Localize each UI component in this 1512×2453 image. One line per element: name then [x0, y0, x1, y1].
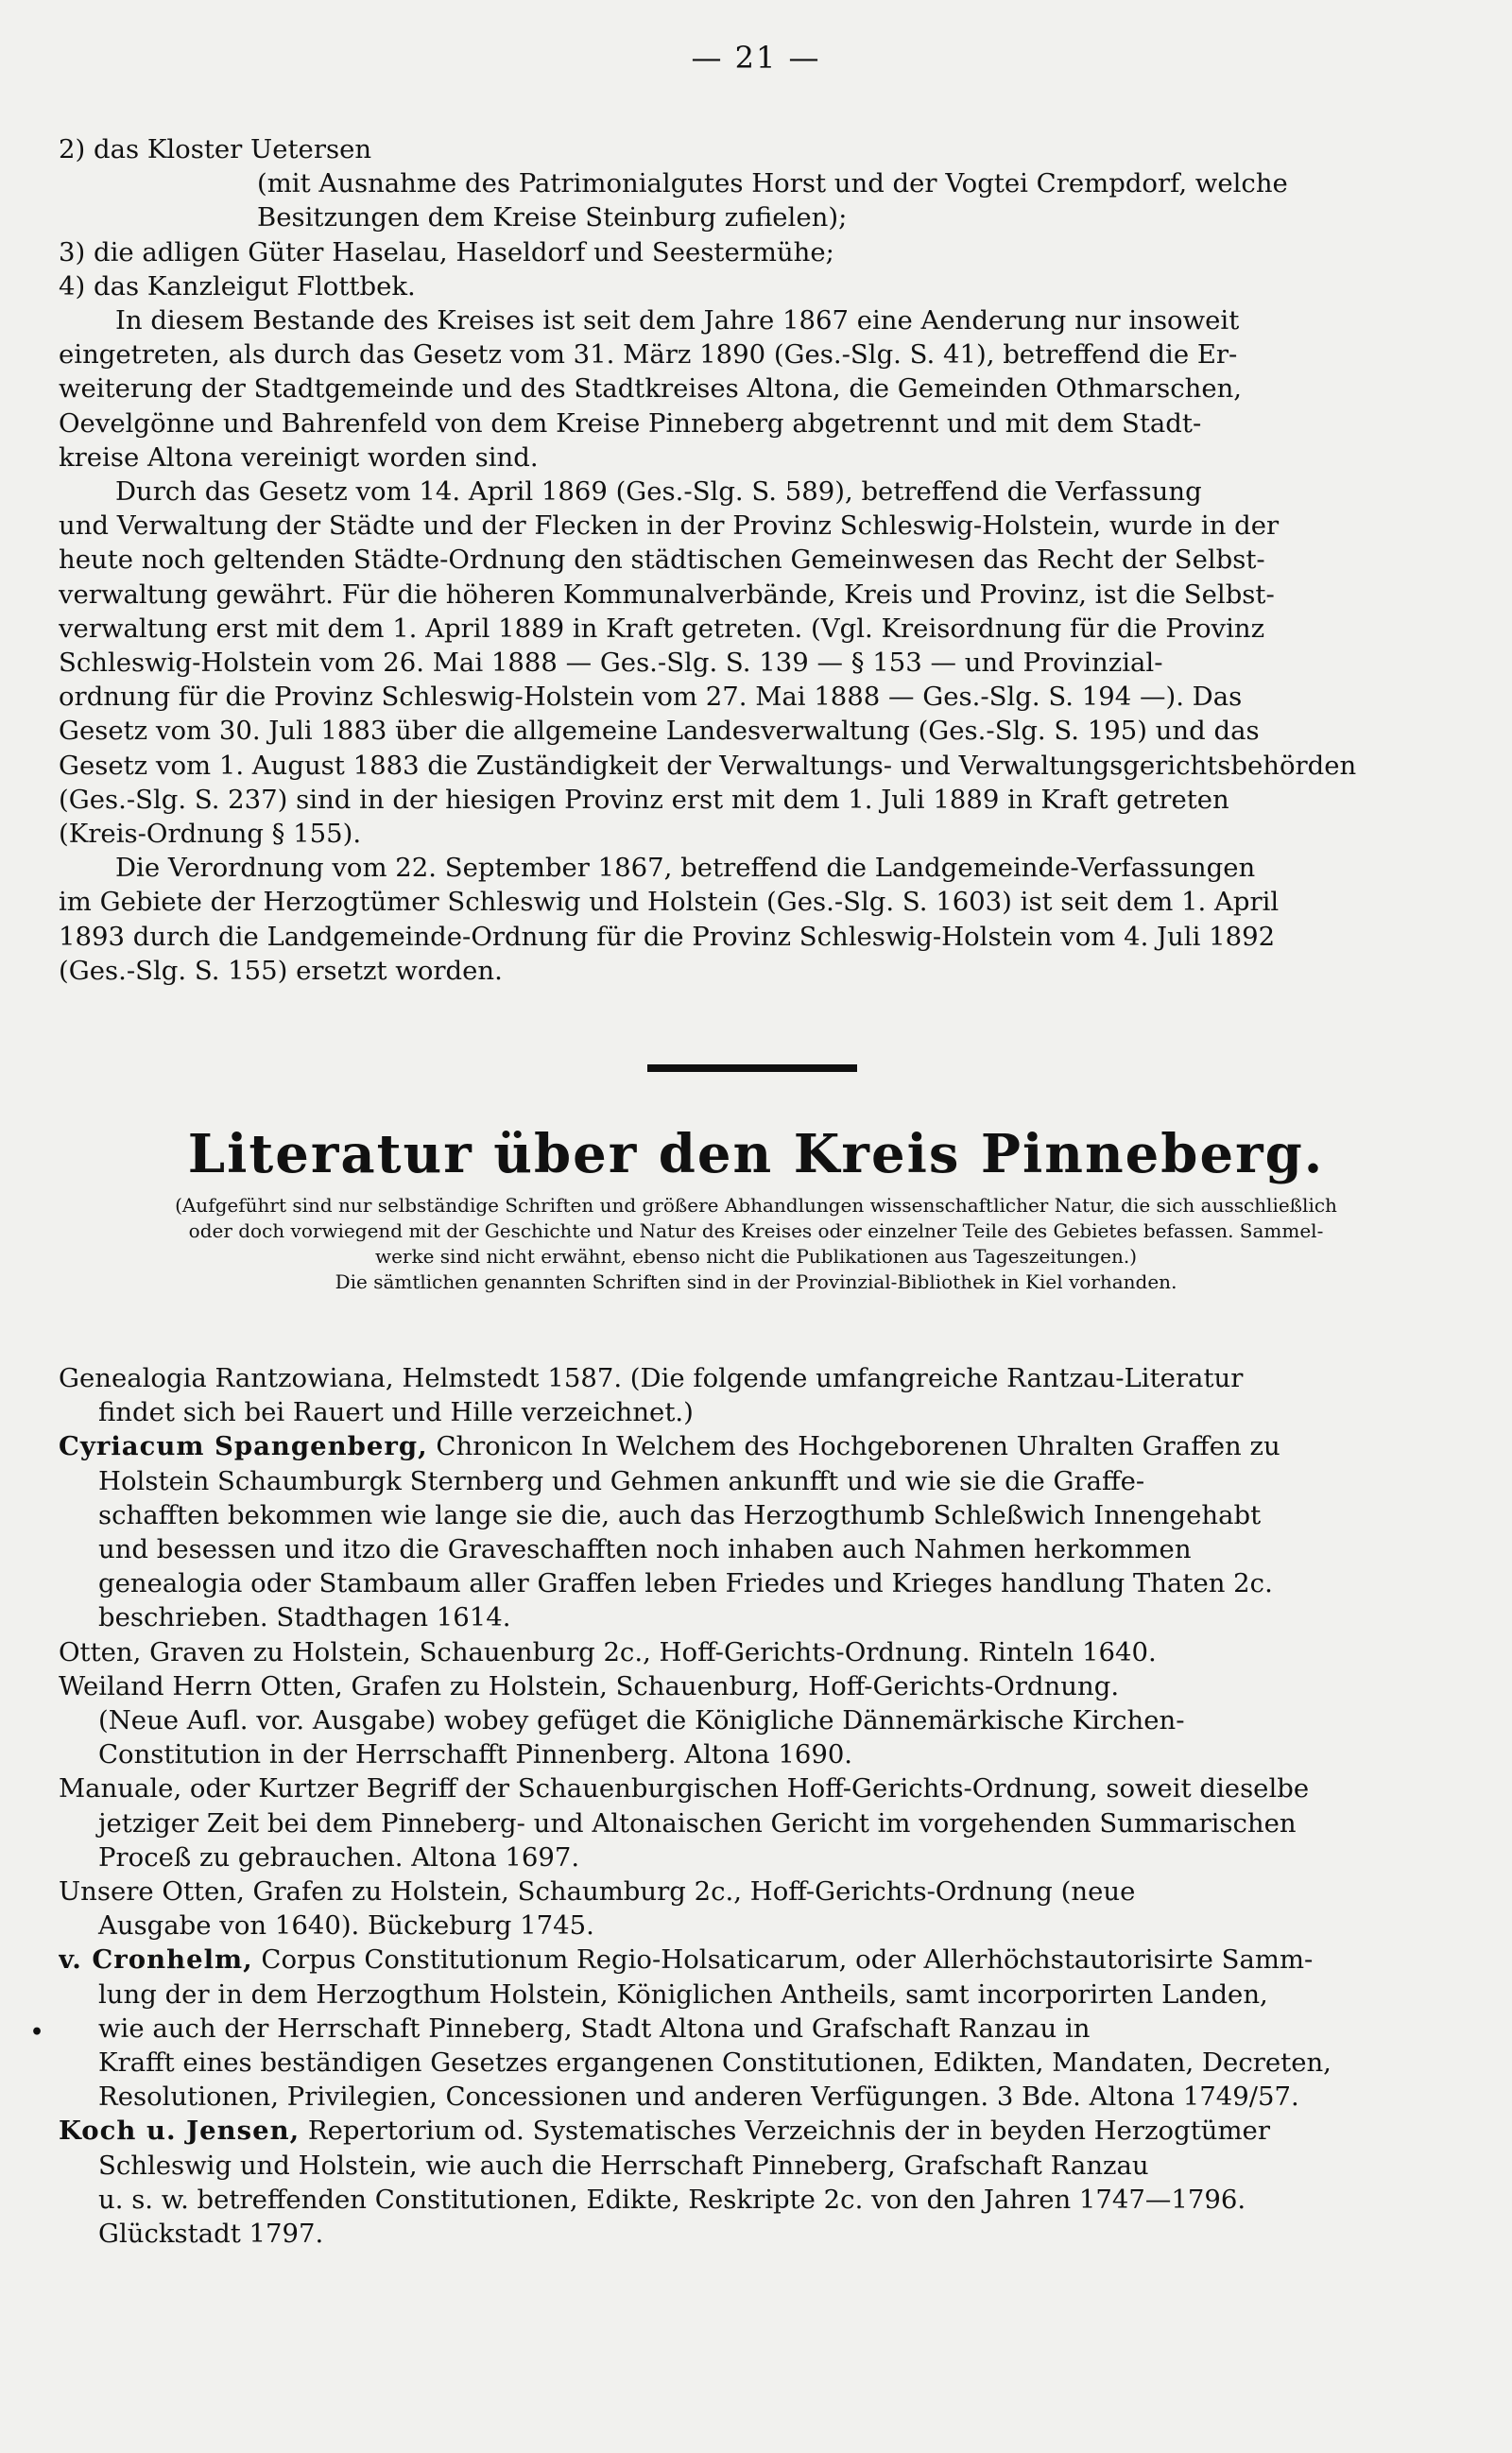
literature-heading: Literatur über den Kreis Pinneberg.	[187, 1123, 1325, 1185]
entry-line: Unsere Otten, Grafen zu Holstein, Schaumburg 2c., Hoff-Gerichts-Ordnung (neue	[59, 1876, 1136, 1908]
note-line: (Aufgeführt sind nur selbständige Schriften und größere Abhandlungen wissenschaftlicher Natur, die sich ausschließlich	[175, 1194, 1337, 1217]
entry-line: Manuale, oder Kurtzer Begriff der Schauenburgischen Hoff-Gerichts-Ordnung, soweit dieselbe	[59, 1773, 1310, 1805]
text-line: 1893 durch die Landgemeinde-Ordnung für die Provinz Schleswig-Holstein vom 4. Juli 1892	[59, 921, 1276, 952]
entry-line: jetziger Zeit bei dem Pinneberg- und Altonaischen Gericht im vorgehenden Summarischen	[98, 1807, 1297, 1839]
text-line: 4) das Kanzleigut Flottbek.	[59, 270, 416, 302]
section-divider	[647, 1064, 857, 1072]
literature-entry	[59, 1874, 1453, 1943]
entry-line: Ausgabe von 1640). Bückeburg 1745.	[98, 1910, 594, 1942]
entry-line: Krafft eines beständigen Gesetzes ergangenen Constitutionen, Edikten, Mandaten, Decreten,	[98, 2047, 1332, 2079]
text-line: Gesetz vom 30. Juli 1883 über die allgemeine Landesverwaltung (Ges.-Slg. S. 195) und das	[59, 716, 1260, 747]
text-line: (Kreis-Ordnung § 155).	[59, 819, 362, 850]
entry-line: Schleswig und Holstein, wie auch die Herrschaft Pinneberg, Grafschaft Ranzau	[98, 2150, 1149, 2181]
entry-author: v. Cronhelm,	[59, 1944, 253, 1976]
literature-entry	[59, 2114, 1453, 2251]
text-line: heute noch geltenden Städte-Ordnung den städtischen Gemeinwesen das Recht der Selbst-	[59, 544, 1265, 576]
entry-title: Corpus Constitutionum Regio-Holsaticarum, oder Allerhöchstautorisirte Samm-	[252, 1944, 1314, 1976]
entry-line	[59, 1943, 1453, 1977]
entry-title: Chronicon In Welchem des Hochgeborenen Uhralten Graffen zu	[427, 1431, 1280, 1462]
page-number: — 21 —	[691, 40, 821, 76]
entry-line	[59, 1429, 1453, 1463]
entry-line: wie auch der Herrschaft Pinneberg, Stadt Altona und Grafschaft Ranzau in	[98, 2012, 1091, 2044]
text-line: Oevelgönne und Bahrenfeld von dem Kreise Pinneberg abgetrennt und mit dem Stadt-	[59, 407, 1202, 439]
entry-author: Koch u. Jensen,	[59, 2116, 301, 2147]
entry-line: und besessen und itzo die Graveschafften noch inhaben auch Nahmen herkommen	[98, 1534, 1192, 1565]
entry-title: Repertorium od. Systematisches Verzeichnis der in beyden Herzogtümer	[300, 2116, 1270, 2147]
note-line: werke sind nicht erwähnt, ebenso nicht die Publikationen aus Tageszeitungen.)	[374, 1245, 1138, 1268]
literature-entry	[59, 1429, 1453, 1634]
literature-entry	[59, 1669, 1453, 1772]
literature-entry	[59, 1943, 1453, 2114]
entry-line: beschrieben. Stadthagen 1614.	[98, 1602, 511, 1633]
text-line: ordnung für die Provinz Schleswig-Holstein vom 27. Mai 1888 — Ges.-Slg. S. 194 —). Das	[59, 682, 1243, 713]
text-line: Durch das Gesetz vom 14. April 1869 (Ges.-Slg. S. 589), betreffend die Verfassung	[115, 476, 1202, 508]
text-line: weiterung der Stadtgemeinde und des Stadtkreises Altona, die Gemeinden Othmarschen,	[59, 373, 1243, 405]
text-line: Die Verordnung vom 22. September 1867, betreffend die Landgemeinde-Verfassungen	[115, 853, 1256, 884]
text-line: eingetreten, als durch das Gesetz vom 31. März 1890 (Ges.-Slg. S. 41), betreffend die Er-	[59, 339, 1238, 371]
text-line: (mit Ausnahme des Patrimonialgutes Horst und der Vogtei Crempdorf, welche	[257, 168, 1288, 199]
text-line: kreise Altona vereinigt worden sind.	[59, 441, 539, 473]
section-text	[59, 132, 1453, 988]
entry-line: u. s. w. betreffenden Constitutionen, Edikte, Reskripte 2c. von den Jahren 1747—1796.	[98, 2184, 1246, 2215]
entry-line: Proceß zu gebrauchen. Altona 1697.	[98, 1841, 580, 1873]
entry-line: lung der in dem Herzogthum Holstein, Königlichen Antheils, samt incorporirten Landen,	[98, 1978, 1268, 2010]
text-line: 2) das Kloster Uetersen	[59, 134, 372, 164]
text-line: und Verwaltung der Städte und der Flecken in der Provinz Schleswig-Holstein, wurde in der	[59, 510, 1280, 542]
entry-line: Genealogia Rantzowiana, Helmstedt 1587. (Die folgende umfangreiche Rantzau-Literatur	[59, 1363, 1244, 1393]
literature-entry	[59, 1635, 1453, 1669]
text-line: 3) die adligen Güter Haselau, Haseldorf und Seestermühe;	[59, 236, 834, 268]
entry-line	[59, 2114, 1453, 2148]
text-line: Gesetz vom 1. August 1883 die Zuständigkeit der Verwaltungs- und Verwaltungsgerichtsbehörden	[59, 750, 1357, 781]
entry-line: genealogia oder Stambaum aller Graffen leben Friedes und Krieges handlung Thaten 2c.	[98, 1568, 1273, 1599]
text-line: im Gebiete der Herzogtümer Schleswig und Holstein (Ges.-Slg. S. 1603) ist seit dem 1. April	[59, 887, 1280, 918]
entry-line: Otten, Graven zu Holstein, Schauenburg 2c., Hoff-Gerichts-Ordnung. Rinteln 1640.	[59, 1636, 1157, 1667]
text-line: (Ges.-Slg. S. 155) ersetzt worden.	[59, 955, 503, 986]
entry-line: Holstein Schaumburgk Sternberg und Gehmen ankunfft und wie sie die Graffe-	[98, 1465, 1145, 1496]
literature-note	[59, 1193, 1453, 1295]
text-line: verwaltung erst mit dem 1. April 1889 in Kraft getreten. (Vgl. Kreisordnung für die Provinz	[59, 613, 1265, 644]
literature-list	[59, 1361, 1453, 2251]
text-line: Besitzungen dem Kreise Steinburg zufielen);	[257, 202, 848, 233]
text-line: verwaltung gewährt. Für die höheren Kommunalverbände, Kreis und Provinz, ist die Selbst-	[59, 579, 1275, 610]
note-line: Die sämtlichen genannten Schriften sind in der Provinzial-Bibliothek in Kiel vorhanden.	[335, 1270, 1177, 1293]
entry-line: Resolutionen, Privilegien, Concessionen und anderen Verfügungen. 3 Bde. Altona 1749/57.	[98, 2082, 1299, 2113]
literature-entry	[59, 1771, 1453, 1874]
margin-mark: •	[30, 2020, 44, 2045]
entry-line: schafften bekommen wie lange sie die, auch das Herzogthumb Schleßwich Innengehabt	[98, 1499, 1262, 1530]
entry-line: Weiland Herrn Otten, Grafen zu Holstein, Schauenburg, Hoff-Gerichts-Ordnung.	[59, 1670, 1120, 1702]
text-line: (Ges.-Slg. S. 237) sind in der hiesigen Provinz erst mit dem 1. Juli 1889 in Kraft getreten	[59, 784, 1229, 815]
entry-author: Cyriacum Spangenberg,	[59, 1431, 428, 1462]
literature-entry	[59, 1361, 1453, 1429]
text-line: Schleswig-Holstein vom 26. Mai 1888 — Ges.-Slg. S. 139 — § 153 — und Provinzial-	[59, 648, 1163, 679]
entry-line: (Neue Aufl. vor. Ausgabe) wobey gefüget die Königliche Dännemärkische Kirchen-	[98, 1705, 1185, 1736]
entry-line: Constitution in der Herrschafft Pinnenberg. Altona 1690.	[98, 1739, 853, 1771]
entry-line: findet sich bei Rauert und Hille verzeichnet.)	[98, 1397, 694, 1428]
entry-line: Glückstadt 1797.	[98, 2219, 324, 2250]
text-line: In diesem Bestande des Kreises ist seit dem Jahre 1867 eine Aenderung nur insoweit	[115, 305, 1240, 337]
note-line: oder doch vorwiegend mit der Geschichte und Natur des Kreises oder einzelner Teile des Gebietes befassen. Sammel-	[188, 1219, 1324, 1242]
